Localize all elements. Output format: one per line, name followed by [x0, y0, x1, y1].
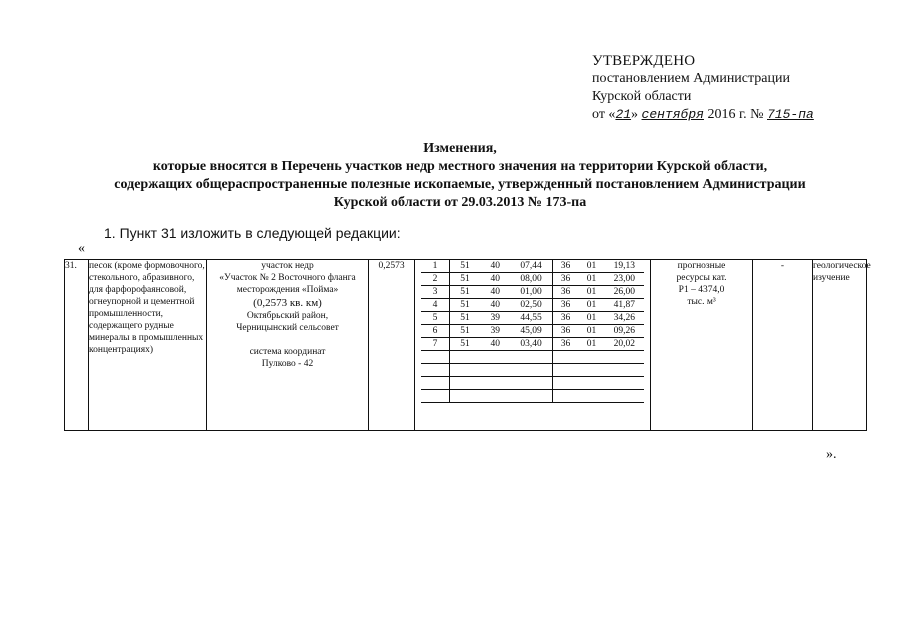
- coordinate-value: 36: [552, 312, 578, 325]
- empty-coordinate-row: [421, 364, 644, 377]
- approval-number: 715-па: [767, 107, 814, 122]
- coordinate-value: 01: [578, 299, 604, 312]
- coordinate-value: 7: [421, 338, 449, 351]
- coordinate-value: 08,00: [511, 273, 553, 286]
- purpose-cell: геологическое изучение: [813, 260, 867, 431]
- coordinate-value: 36: [552, 273, 578, 286]
- row-number: 31.: [65, 260, 89, 431]
- item-text: 1. Пункт 31 изложить в следующей редакции:: [104, 225, 401, 241]
- empty-coordinate-row: [421, 351, 644, 364]
- area-value: 0,2573: [369, 260, 415, 431]
- coordinate-value: 36: [552, 338, 578, 351]
- coordinate-value: 40: [480, 273, 511, 286]
- quote-open: «: [78, 241, 85, 256]
- coordinate-value: 3: [421, 286, 449, 299]
- coordinate-value: 39: [480, 312, 511, 325]
- coordinate-value: 01: [578, 325, 604, 338]
- coordinate-value: 19,13: [605, 260, 644, 273]
- coordinate-value: 01: [578, 312, 604, 325]
- dash-cell: -: [753, 260, 813, 431]
- coordinate-value: 5: [421, 312, 449, 325]
- coordinate-row: [421, 299, 644, 312]
- approval-date-line: от «21» сентября 2016 г. № 715-па: [592, 107, 814, 122]
- coordinate-value: 03,40: [511, 338, 553, 351]
- resources-cell: прогнозные ресурсы кат. P1 – 4374,0 тыс. м³: [651, 260, 753, 431]
- coordinate-value: 36: [552, 286, 578, 299]
- coordinate-value: 40: [480, 338, 511, 351]
- approval-stamp: [592, 52, 814, 124]
- approval-title: УТВЕРЖДЕНО: [592, 53, 696, 69]
- coordinate-row: [421, 273, 644, 286]
- mineral-description: песок (кроме формовочного, стекольного, абразивного, для фарфорофаянсовой, огнеупорной и цементной промышленности, содержащего рудные минералы в промышленных концентрациях): [89, 260, 207, 431]
- coordinate-value: 01: [578, 286, 604, 299]
- coordinate-value: 51: [449, 260, 480, 273]
- coordinate-row: [421, 325, 644, 338]
- coordinate-value: 40: [480, 286, 511, 299]
- empty-coordinate-row: [421, 390, 644, 403]
- coordinate-value: 23,00: [605, 273, 644, 286]
- coordinate-value: 36: [552, 325, 578, 338]
- coordinate-value: 51: [449, 312, 480, 325]
- coordinate-row: [421, 338, 644, 351]
- approval-month: сентября: [641, 107, 704, 122]
- empty-coordinate-row: [421, 377, 644, 390]
- coordinate-value: 36: [552, 299, 578, 312]
- coordinate-value: 51: [449, 325, 480, 338]
- coordinate-value: 39: [480, 325, 511, 338]
- coordinate-value: 07,44: [511, 260, 553, 273]
- coordinate-value: 51: [449, 286, 480, 299]
- coordinate-value: 44,55: [511, 312, 553, 325]
- coordinate-value: 09,26: [605, 325, 644, 338]
- coordinates-table: [421, 260, 644, 403]
- approval-day: 21: [615, 107, 632, 122]
- quote-close: ».: [826, 447, 837, 462]
- site-description: участок недр «Участок № 2 Восточного фланга месторождения «Пойма» (0,2573 кв. км) Октябрьский район, Черницынский сельсовет система координат Пулково - 42: [207, 260, 369, 431]
- coordinate-value: 01: [578, 338, 604, 351]
- coordinate-value: 51: [449, 338, 480, 351]
- coordinate-value: 45,09: [511, 325, 553, 338]
- deposit-table: [64, 259, 871, 431]
- coordinate-value: 01,00: [511, 286, 553, 299]
- approval-line-3: Курской области: [592, 89, 692, 104]
- coordinate-row: [421, 286, 644, 299]
- coordinate-row: [421, 312, 644, 325]
- coordinate-value: 20,02: [605, 338, 644, 351]
- coordinate-value: 6: [421, 325, 449, 338]
- approval-line-2: постановлением Администрации: [592, 71, 790, 86]
- coordinates-cell: [415, 260, 651, 431]
- coordinate-value: 1: [421, 260, 449, 273]
- coordinate-value: 51: [449, 299, 480, 312]
- document-title: Изменения, которые вносятся в Перечень участков недр местного значения на территории Курской области, содержащих общераспространенные полезные ископаемые, утвержденный постановлением Администрации Курской области от 29.03.2013 № 173-па: [114, 141, 806, 210]
- coordinate-value: 51: [449, 273, 480, 286]
- coordinate-value: 02,50: [511, 299, 553, 312]
- coordinate-value: 40: [480, 260, 511, 273]
- coordinate-value: 01: [578, 260, 604, 273]
- coordinate-value: 34,26: [605, 312, 644, 325]
- coordinate-value: 4: [421, 299, 449, 312]
- approval-year: 2016 г. №: [707, 107, 764, 122]
- coordinate-value: 01: [578, 273, 604, 286]
- coordinate-row: [421, 260, 644, 273]
- coordinate-value: 36: [552, 260, 578, 273]
- coordinate-value: 2: [421, 273, 449, 286]
- coordinate-value: 26,00: [605, 286, 644, 299]
- coordinate-value: 40: [480, 299, 511, 312]
- coordinate-value: 41,87: [605, 299, 644, 312]
